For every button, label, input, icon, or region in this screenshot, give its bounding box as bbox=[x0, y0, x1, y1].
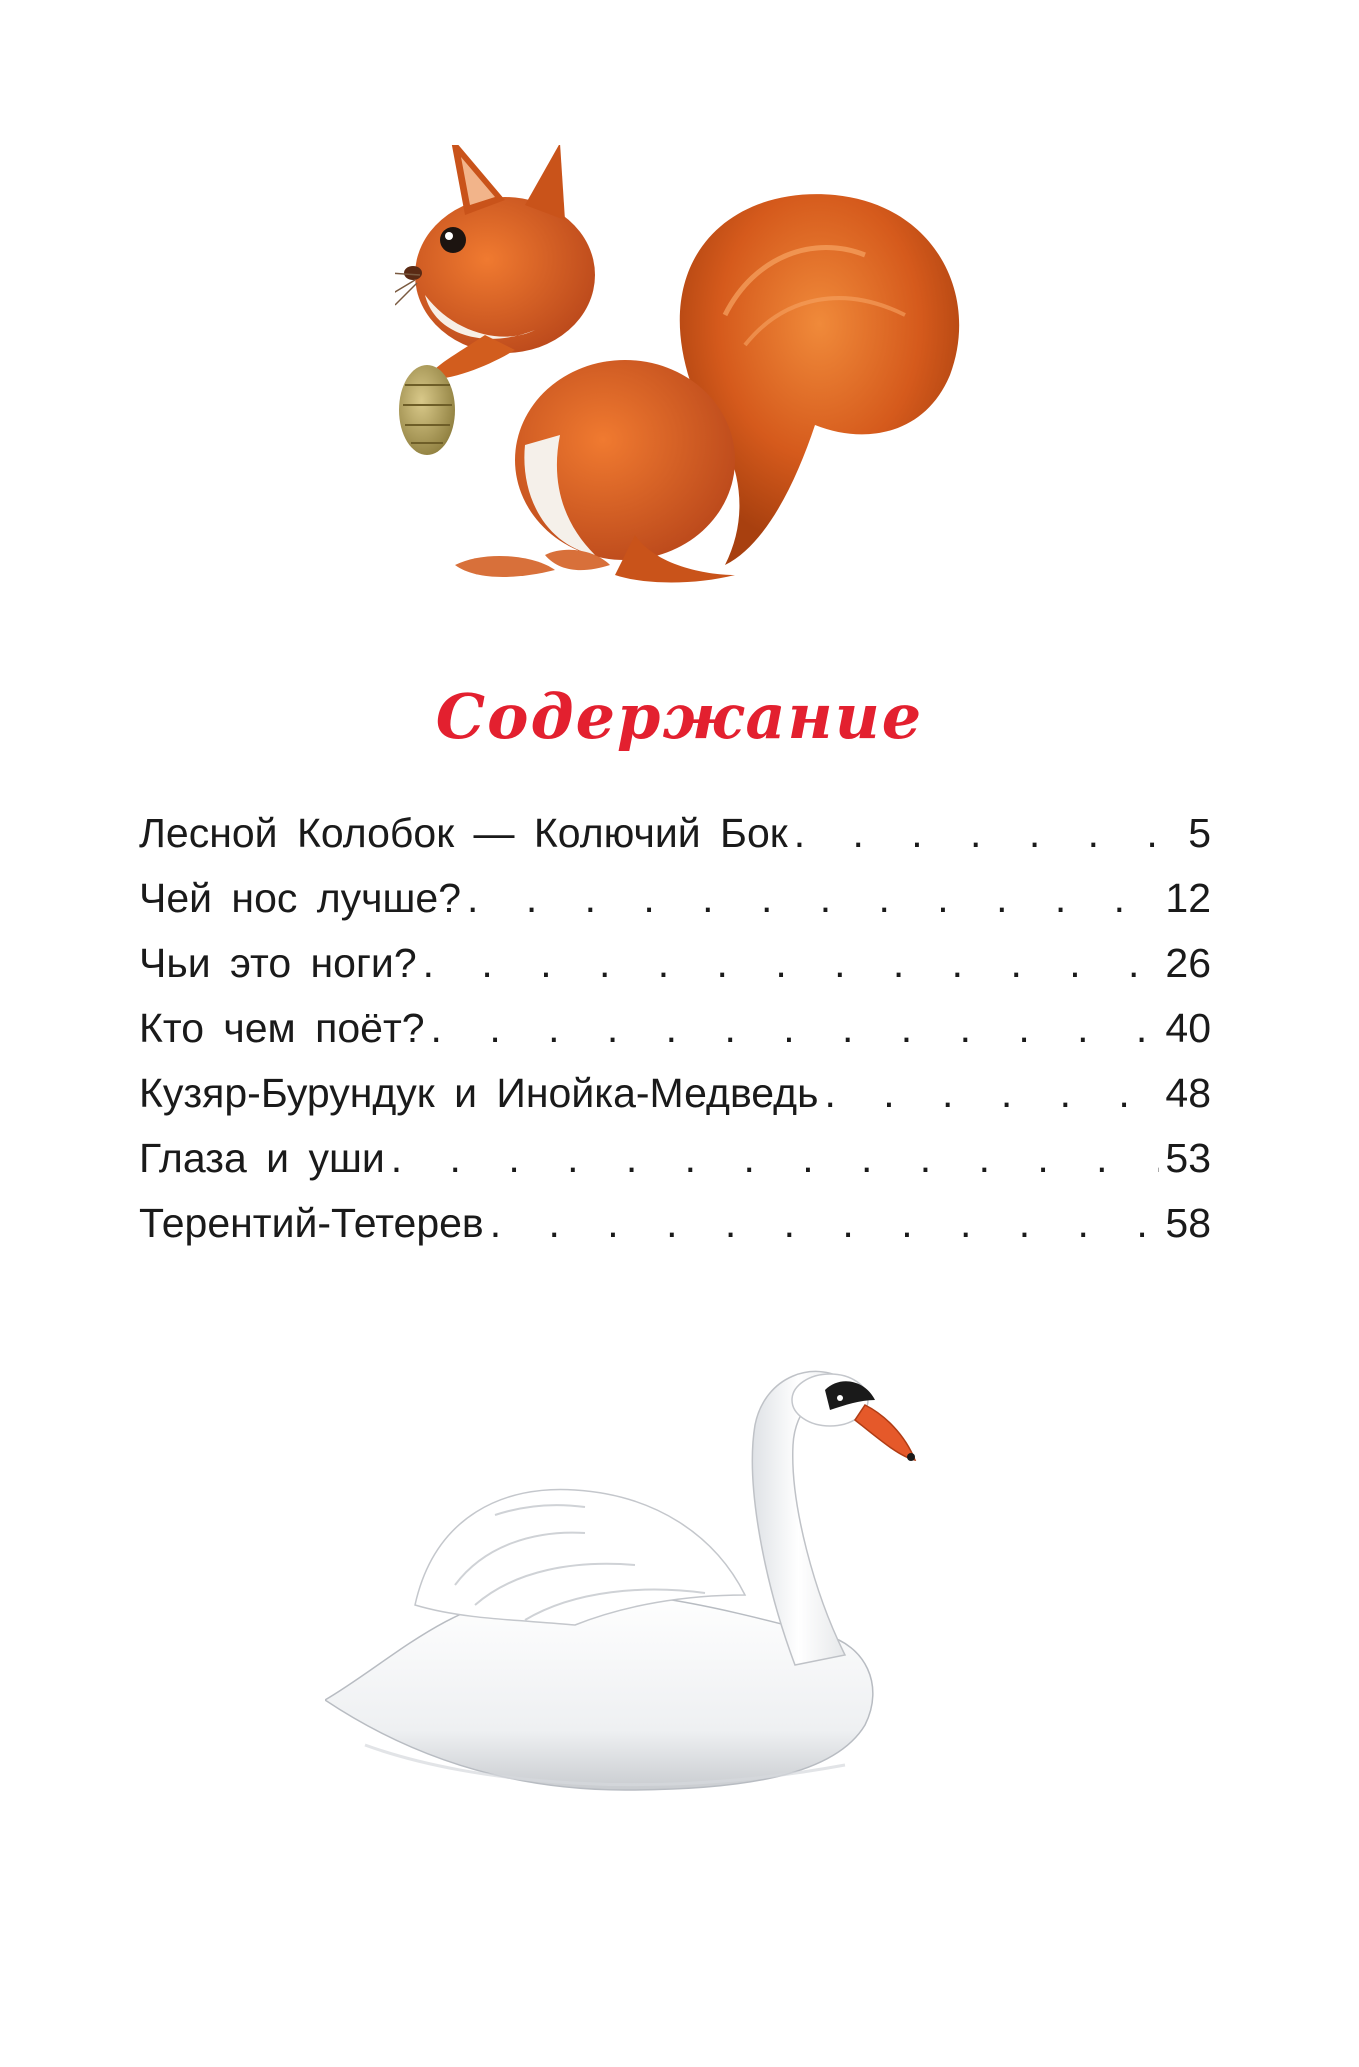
toc-entry-title: Лесной Колобок — Колючий Бок bbox=[139, 810, 788, 856]
toc-entry[interactable] bbox=[139, 940, 1211, 1005]
toc-entry-page: 40 bbox=[1165, 1005, 1211, 1051]
toc-dot-leader bbox=[391, 1135, 1160, 1182]
toc-entry-title: Кузяр-Бурундук и Инойка-Медведь bbox=[139, 1070, 819, 1116]
toc-entry-page: 12 bbox=[1165, 875, 1211, 921]
toc-entry-title: Чьи это ноги? bbox=[139, 940, 417, 986]
toc-dot-leader bbox=[794, 810, 1183, 857]
toc-entry-page: 5 bbox=[1188, 810, 1211, 856]
toc-entry[interactable] bbox=[139, 1135, 1211, 1200]
toc-entry-title: Кто чем поёт? bbox=[139, 1005, 425, 1051]
toc-entry[interactable] bbox=[139, 1005, 1211, 1070]
toc-entry[interactable] bbox=[139, 810, 1211, 875]
toc-entry[interactable] bbox=[139, 875, 1211, 940]
toc-entry-page: 53 bbox=[1165, 1135, 1211, 1181]
toc-entry[interactable] bbox=[139, 1200, 1211, 1265]
toc-dot-leader bbox=[431, 1005, 1160, 1052]
swan-illustration bbox=[325, 1365, 1045, 1800]
table-of-contents bbox=[139, 810, 1211, 1265]
toc-entry-title: Чей нос лучше? bbox=[139, 875, 462, 921]
squirrel-illustration bbox=[395, 145, 975, 600]
toc-entry-title: Терентий-Тетерев bbox=[139, 1200, 484, 1246]
toc-entry-page: 26 bbox=[1165, 940, 1211, 986]
page-title: Содержание bbox=[435, 680, 924, 753]
toc-entry[interactable] bbox=[139, 1070, 1211, 1135]
toc-entry-page: 58 bbox=[1165, 1200, 1211, 1246]
toc-dot-leader bbox=[467, 875, 1159, 922]
toc-entry-page: 48 bbox=[1165, 1070, 1211, 1116]
toc-dot-leader bbox=[824, 1070, 1159, 1117]
toc-dot-leader bbox=[490, 1200, 1160, 1247]
toc-dot-leader bbox=[423, 940, 1160, 987]
toc-entry-title: Глаза и уши bbox=[139, 1135, 385, 1181]
